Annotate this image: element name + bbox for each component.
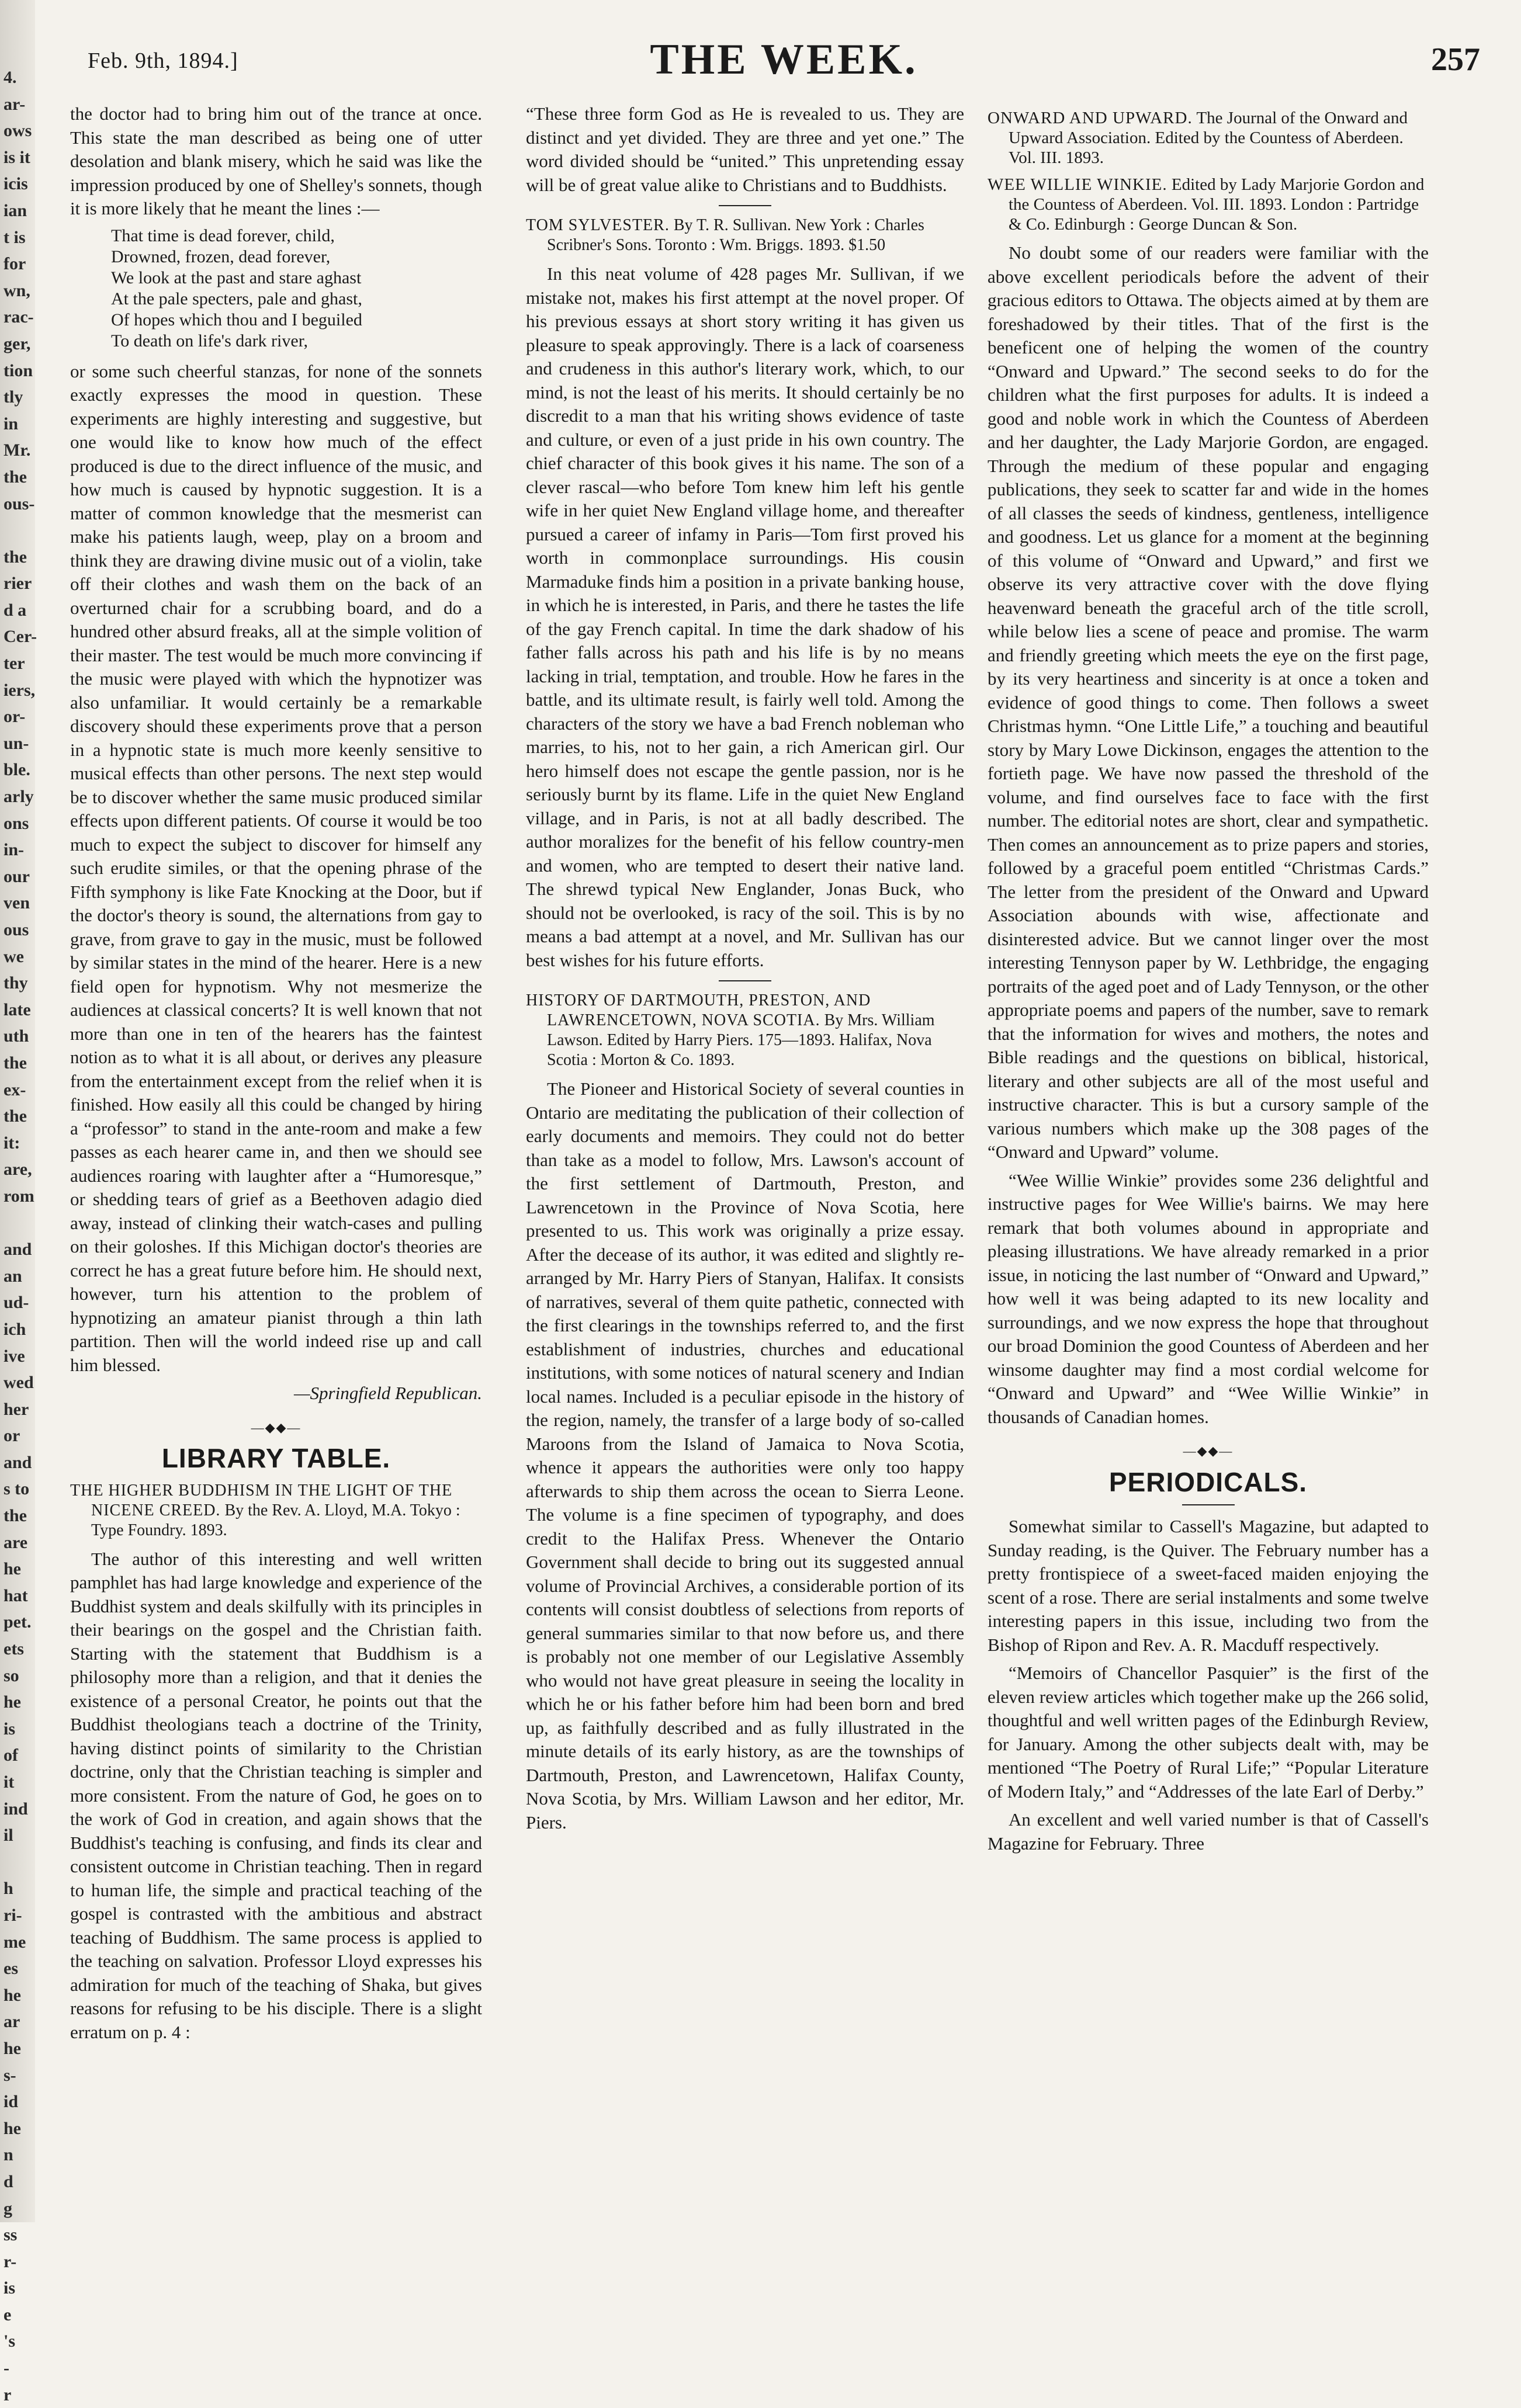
book-meta: Edited by Lady Marjorie Gordon and the Countess of Aberdeen. Vol. III. 1893. London : Partridge & Co. Edinburgh : George Duncan & Son. bbox=[1009, 175, 1425, 234]
paragraph: Somewhat similar to Cassell's Magazine, but adapted to Sunday reading, is the Quiver. The February number has a pretty frontispiece of a sweet-faced maiden enjoying the scent of a rose. There are serial instalments and some twelve interesting papers in this issue, including two from the Bishop of Ripon and Rev. A. R. Macduff respectively. bbox=[988, 1516, 1429, 1655]
paragraph: The author of this interesting and well written pamphlet has had large knowledge and experience of the Buddhist system and deals skilfully with its principles in their bearings on the gospel and the Christian faith. Starting with the statement that Buddhism is a philosophy more than a religion, and that it denies the existence of a personal Creator, he points out that the Buddhist theologians teach a doctrine of the Trinity, having distinct points of similarity to the Christian doctrine, only that the Christian teaching is simpler and more consistent. From the nature of God, he goes on to the work of God in creation, and again shows that the Buddhist's teaching is confusing, and finds its clear and consistent outcome in Christian teaching. Then in regard to human life, the simple and practical teaching of the gospel is contrasted with the ambitious and abstract teaching of Buddhism. The same process is applied to the teaching on salvation. Professor Lloyd expresses his admiration for much of the teaching of Shaka, but gives reasons for refusing to be his disciple. There is a slight erratum on p. 4 : bbox=[70, 1548, 482, 2042]
paragraph: “Memoirs of Chancellor Pasquier” is the first of the eleven review articles which together make up the 266 solid, thoughtful and well written pages of the Edinburgh Review, for January. Among the other subjects dealt with, may be mentioned “The Poetry of Rural Life;” “Popular Literature of Modern Italy,” and “Addresses of the late Earl of Derby.” bbox=[988, 1663, 1429, 1802]
book-heading bbox=[988, 108, 1429, 168]
section-ornament: —◆◆— bbox=[251, 1420, 302, 1435]
divider bbox=[719, 205, 771, 206]
divider bbox=[1182, 1504, 1235, 1505]
page-header bbox=[88, 35, 1480, 93]
book-meta: By the Rev. A. Lloyd, M.A. Tokyo : Type Foundry. 1893. bbox=[91, 1501, 460, 1539]
paragraph: In this neat volume of 428 pages Mr. Sullivan, if we mistake not, makes his first attempt at the novel proper. Of his previous essays at short story writing it has given us pleasure to speak approvingly. There is a lack of coarseness and crudeness in this author's literary work, which, to our mind, is not the least of his merits. It should certainly be no discredit to a man that his writing shows evidence of taste and culture, or even of a just pride in his own country. The chief character of this book gives it his name. The son of a clever rascal—who before Tom knew him left his gentle wife in her quiet New England village home, and thereafter pursued a career of infamy in Paris—Tom first proved his worth in commonplace surroundings. His cousin Marmaduke finds him a position in a private banking house, in which he is interested, in Paris, and there he tastes the life of the gay French capital. In time the dark shadow of his father falls across his path and his life is by no means lacking in trial, temptation, and trouble. How he fares in the battle, and its ultimate result, is fairly well told. Among the characters of the story we have a bad French nobleman who marries, to his, not to her gain, a rich American girl. Our hero himself does not escape the gentle passion, nor is he seriously burnt by its flame. Life in the quiet New England village, and in Paris, is not at all badly described. The author moralizes for the benefit of his fellow country-men and women, who are tempted to desert their native land. The shrewd typical New Englander, Jonas Buck, who should not be overlooked, is racy of the soil. This is by no means a bad attempt at a novel, and Mr. Sullivan has our best wishes for his future efforts. bbox=[526, 263, 964, 970]
book-heading bbox=[526, 991, 964, 1070]
poem-line: Of hopes which thou and I beguiled bbox=[111, 310, 362, 329]
divider bbox=[719, 980, 771, 981]
book-meta: By T. R. Sullivan. New York : Charles Scribner's Sons. Toronto : Wm. Briggs. 1893. $1.50 bbox=[547, 216, 924, 254]
margin-fragments: 4. ar- ows is it icis ian t is for wn, rac- ger, tion tly in Mr. the ous- the rier d a Cer- ter iers, or- un- ble. arly ons in- our ven ous we thy late uth the ex- the it: are, rom and an ud- ich ive wed her or and s to the are he hat pet. ets so he is of it ind il h ri- me es he ar he s- id he n d g ss r- is e 's - r bbox=[4, 68, 37, 2404]
paragraph: An excellent and well varied number is that of Cassell's Magazine for February. Three bbox=[988, 1809, 1429, 1854]
paragraph: “Wee Willie Winkie” provides some 236 delightful and instructive pages for Wee Willie's bairns. We may here remark that both volumes abound in appropriate and pleasing illustrations. We have already remarked in a prior issue, in noticing the last number of “Onward and Upward,” how well it was being adapted to its new locality and surroundings, and we now express the hope that throughout our broad Dominion the good Countess of Aberdeen and her winsome daughter may find a most cordial welcome for “Onward and Upward” and “Wee Willie Winkie” in thousands of Canadian homes. bbox=[988, 1170, 1429, 1427]
page-number: 257 bbox=[1431, 41, 1480, 78]
column-3 bbox=[988, 102, 1429, 1860]
poem-line: That time is dead forever, child, bbox=[111, 225, 335, 245]
column-2 bbox=[526, 102, 964, 1839]
poem-line: Drowned, frozen, dead forever, bbox=[111, 247, 331, 266]
book-heading bbox=[988, 175, 1429, 234]
book-title: ONWARD AND UPWARD. bbox=[988, 109, 1193, 127]
section-ornament: —◆◆— bbox=[1183, 1444, 1234, 1458]
book-meta: The Journal of the Onward and Upward Association. Edited by the Countess of Aberdeen. Vol. III. 1893. bbox=[1009, 109, 1408, 167]
section-heading-periodicals: PERIODICALS. bbox=[1108, 1466, 1308, 1497]
poem-line: We look at the past and stare aghast bbox=[111, 268, 362, 287]
book-title: WEE WILLIE WINKIE. bbox=[988, 175, 1167, 194]
paragraph: “These three form God as He is revealed to us. They are distinct and yet divided. They are three and yet one.” The word divided should be “united.” This unpretending essay will be of great value alike to Christians and to Buddhists. bbox=[526, 103, 964, 195]
adjacent-page-edge bbox=[0, 0, 37, 2404]
publication-title: THE WEEK. bbox=[650, 36, 918, 84]
paragraph: No doubt some of our readers were familiar with the above excellent periodicals before the advent of their gracious editors to Ottawa. The objects aimed at by them are foreshadowed by their titles. That of the first is the beneficent one of helping the women of the country “Onward and Upward.” The second seeks to do for the children what the first purposes for adults. It is indeed a good and noble work in which the Countess of Aberdeen and her daughter, the Lady Marjorie Gordon, are engaged. Through the medium of these popular and engaging publications, they seek to scatter far and wide in the homes of all classes the seeds of kindness, gentleness, intelligence and goodness. Let us glance for a moment at the beginning of this volume of “Onward and Upward,” and first we observe its very attractive cover with the dove flying heavenward beneath the graceful arch of the title scroll, while below lies a scene of peace and promise. The warm and friendly greeting which meets the eye on the first page, by its very heartiness and sincerity is at once a token and evidence of good things to come. Then follows a sweet Christmas hymn. “One Little Life,” a touching and beautiful story by Mary Lowe Dickinson, engages the attention to the fortieth page. We have now passed the threshold of the volume, and find ourselves face to face with the first number. The editorial notes are short, clear and sympathetic. Then comes an announcement as to prize papers and stories, followed by a graceful poem entitled “Christmas Cards.” The letter from the president of the Onward and Upward Association abounds with wise, affectionate and disinterested advice. But we cannot linger over the most interesting Tennyson paper by W. Lethbridge, the engaging portraits of the aged poet and of Lady Tennyson, or the other appropriate poems and papers of the number, save to remark that the information for wives and mothers, the notes and Bible readings and the questions on biblical, historical, literary and other subjects are all of the most useful and instructive character. This is but a cursory sample of the various numbers which make up the 308 pages of the “Onward and Upward” volume. bbox=[988, 242, 1429, 1162]
book-title: HISTORY OF DARTMOUTH, PRESTON, AND LAWRENCETOWN, NOVA SCOTIA. bbox=[526, 991, 871, 1029]
book-title: THE HIGHER BUDDHISM IN THE LIGHT OF THE NICENE CREED. bbox=[70, 1481, 453, 1519]
paragraph: or some such cheerful stanzas, for none of the sonnets exactly expresses the mood in question. These experiments are highly interesting and suggestive, but one would like to know how much of the effect produced is due to the direct influence of the music, and how much is caused by hypnotic suggestion. It is a matter of common knowledge that the mesmerist can make his patients laugh, weep, play on a broom and think they are drawing divine music out of a violin, take off their clothes and wash them on the back of an overturned chair for a scrubbing board, and do a hundred other absurd freaks, all at the simple volition of their master. The test would be much more convincing if the music were played with which the hypnotizer was also unfamiliar. It would certainly be a remarkable discovery should these experiments prove that a person in a hypnotic state is much more keenly sensitive to musical effects than other persons. The next step would be to discover whether the same music produced similar effects upon different patients. Of course it would be too much to expect the subject to discover for himself any such erudite similes, or that the opening phrase of the Fifth symphony is like Fate Knocking at the Door, but if the doctor's theory is sound, the alternations from gay to grave, from grave to gay in the music, must be followed by similar states in the mind of the hearer. Here is a new field open for hypnotism. Why not mesmerize the audiences at classical concerts? It is well known that not more than one in ten of the hearers has the faintest notion as to what it is all about, or derives any pleasure from the entertainment except from the relief when it is finished. How easily all this could be changed by hiring a “professor” to stand in the ante-room and make a few passes as each hearer came in, and then we should see audiences roaring with laughter after a “Humoresque,” or shedding tears of grief as a Beethoven adagio died away, instead of clinking their watch-cases and pulling on their goloshes. If this Michigan doctor's theories are correct he has a great future before him. He should next, however, turn his attention to the problem of hypnotizing an amateur pianist through a thin lath partition. Then will the world indeed rise up and call him blessed. bbox=[70, 360, 482, 1375]
issue-date: Feb. 9th, 1894.] bbox=[88, 48, 238, 73]
article-source: —Springfield Republican. bbox=[293, 1383, 482, 1403]
poem-line: At the pale specters, pale and ghast, bbox=[111, 289, 362, 308]
paragraph: the doctor had to bring him out of the trance at once. This state the man described as being one of utter desolation and blank misery, which he said was like the impression produced by one of Shelley's sonnets, though it is more likely that he meant the lines :— bbox=[70, 103, 482, 218]
poem-quote bbox=[111, 225, 482, 352]
book-title: TOM SYLVESTER. bbox=[526, 216, 670, 234]
section-heading-library-table: LIBRARY TABLE. bbox=[161, 1443, 391, 1473]
book-meta: By Mrs. William Lawson. Edited by Harry Piers. 175—1893. Halifax, Nova Scotia : Morton & Co. 1893. bbox=[547, 1011, 935, 1069]
book-heading bbox=[70, 1481, 482, 1540]
column-1 bbox=[70, 102, 482, 2049]
paragraph: The Pioneer and Historical Society of several counties in Ontario are meditating the publication of their collection of early documents and memoirs. They could not do better than take as a model to follow, Mrs. Lawson's account of the first settlement of Dartmouth, Preston, and Lawrencetown in the Province of Nova Scotia, here presented to us. This work was originally a prize essay. After the decease of its author, it was edited and slightly re-arranged by Mr. Harry Piers of Stanyan, Halifax. It consists of narratives, several of them quite pathetic, connected with the first clearings in the townships referred to, and the first establishment of industries, churches and educational institutions, with some notices of natural scenery and Indian local names. Included is a peculiar episode in the history of the region, namely, the transfer of a large body of so-called Maroons from the Island of Jamaica to Nova Scotia, whence it appears the authorities were only too happy afterwards to ship them across the ocean to Sierra Leone. The volume is a fine specimen of typography, and does credit to the Halifax Press. Whenever the Ontario Government shall decide to bring out its suggested annual volume of Provincial Archives, a considerable portion of its contents will consist doubtless of selections from reports of general summaries similar to that now before us, and there is probably not one member of our Legislative Assembly who would not have great pleasure in seeing the locality in which he or his father before him had been born and bred up, as faithfully described and as fully illustrated in the minute details of its early history, as are the townships of Dartmouth, Preston, and Lawrencetown, Halifax County, Nova Scotia, by Mrs. William Lawson and her editor, Mr. Piers. bbox=[526, 1078, 964, 1833]
poem-line: To death on life's dark river, bbox=[111, 331, 308, 351]
book-heading bbox=[526, 216, 964, 255]
